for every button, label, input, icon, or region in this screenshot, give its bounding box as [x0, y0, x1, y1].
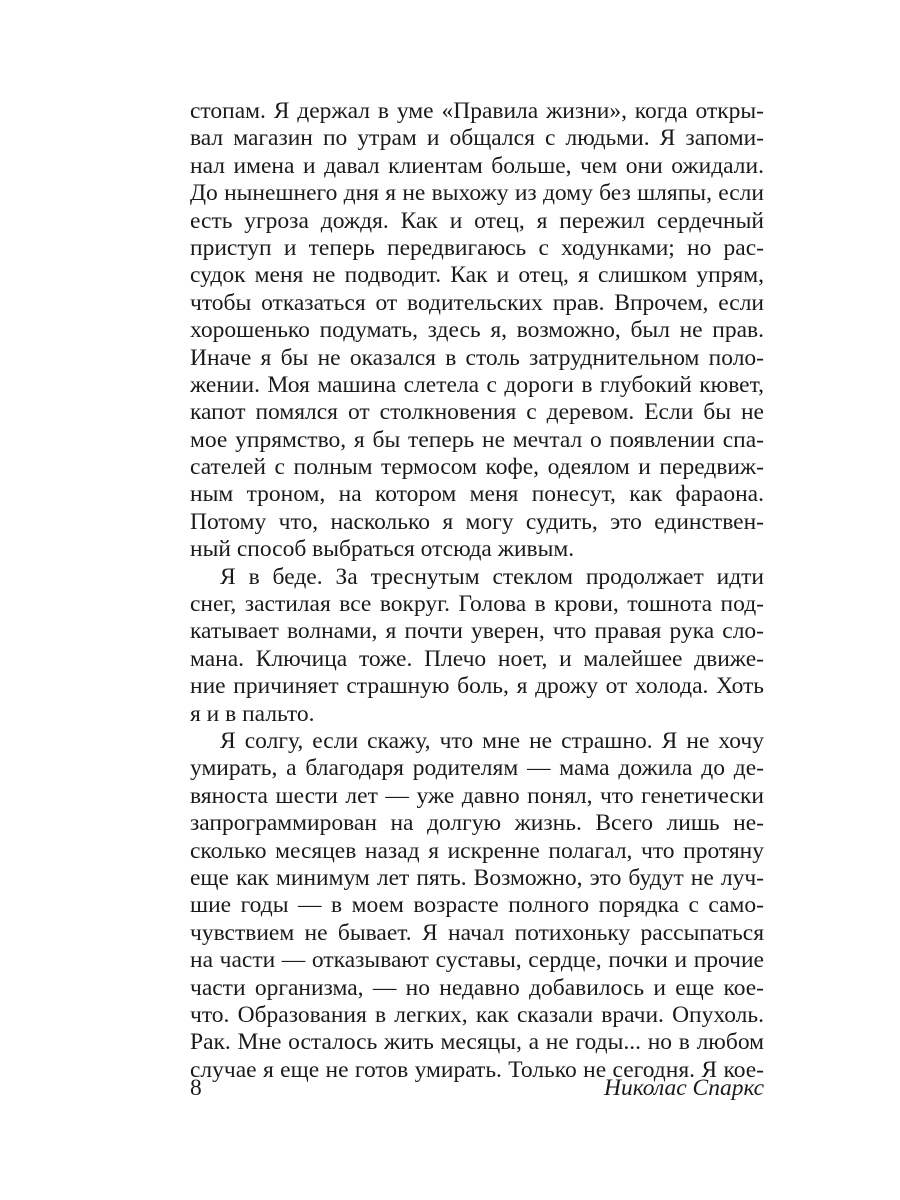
text-line: катывает волнами, я почти уверен, что правая рука сло-: [190, 618, 764, 645]
text-line: нал имена и давал клиентам больше, чем они ожидали.: [190, 152, 764, 179]
text-line: ный способ выбраться отсюда живым.: [190, 536, 575, 563]
text-line: стопам. Я держал в уме «Правила жизни», когда откры-: [190, 98, 764, 124]
text-line: До нынешнего дня я не выхожу из дому без шляпы, если: [190, 180, 764, 207]
text-line: Иначе я бы не оказался в столь затруднительном поло-: [190, 344, 764, 371]
text-line: вяноста шести лет — уже давно понял, что генетически: [190, 782, 764, 809]
text-line: я и в пальто.: [190, 700, 315, 727]
text-line: есть угроза дождя. Как и отец, я пережил сердечный: [190, 207, 764, 234]
text-line: Потому что, насколько я могу судить, это единствен-: [190, 508, 764, 535]
text-line: еще как минимум лет пять. Возможно, это будут не луч-: [190, 864, 764, 891]
text-line: вал магазин по утрам и общался с людьми. Я запоми-: [190, 125, 764, 152]
text-line: Я в беде. За треснутым стеклом продолжает идти: [220, 563, 764, 590]
text-line: умирать, а благодаря родителям — мама дожила до де-: [190, 755, 764, 782]
text-line: на части — отказывают суставы, сердце, почки и прочие: [190, 947, 764, 974]
text-line: случае я еще не готов умирать. Только не сегодня. Я кое-: [190, 1056, 764, 1083]
text-line: сколько месяцев назад я искренне полагал, что протяну: [190, 837, 764, 864]
text-line: судок меня не подводит. Как и отец, я слишком упрям,: [190, 262, 764, 289]
text-line: снег, застилая все вокруг. Голова в крови, тошнота под-: [190, 591, 764, 618]
text-line: части организма, — но недавно добавилось и еще кое-: [190, 974, 764, 1001]
body-text: [190, 98, 764, 1084]
running-footer-author: Николас Спаркс: [603, 1075, 764, 1101]
text-line: что. Образования в легких, как сказали врачи. Опухоль.: [190, 1001, 764, 1028]
text-line: ние причиняет страшную боль, я дрожу от холода. Хоть: [190, 673, 764, 700]
text-line: мое упрямство, я бы теперь не мечтал о появлении спа-: [190, 426, 764, 453]
text-line: шие годы — в моем возрасте полного порядка с само-: [190, 892, 764, 919]
text-line: Я солгу, если скажу, что мне не страшно. Я не хочу: [220, 727, 764, 754]
text-line: приступ и теперь передвигаюсь с ходунками; но рас-: [190, 234, 764, 261]
text-line: капот помялся от столкновения с деревом. Если бы не: [190, 399, 764, 426]
text-line: жении. Моя машина слетела с дороги в глубокий кювет,: [190, 371, 764, 398]
text-line: Рак. Мне осталось жить месяцы, а не годы... но в любом: [190, 1029, 764, 1056]
text-line: хорошенько подумать, здесь я, возможно, был не прав.: [190, 317, 764, 344]
text-line: ным троном, на котором меня понесут, как фараона.: [190, 481, 764, 508]
text-line: чувствием не бывает. Я начал потихоньку рассыпаться: [190, 919, 764, 946]
text-line: сателей с полным термосом кофе, одеялом и передвиж-: [190, 454, 764, 481]
text-line: запрограммирован на долгую жизнь. Всего лишь не-: [190, 810, 764, 837]
text-line: мана. Ключица тоже. Плечо ноет, и малейшее движе-: [190, 645, 764, 672]
text-line: чтобы отказаться от водительских прав. Впрочем, если: [190, 289, 764, 316]
page-number: 8: [190, 1075, 202, 1101]
